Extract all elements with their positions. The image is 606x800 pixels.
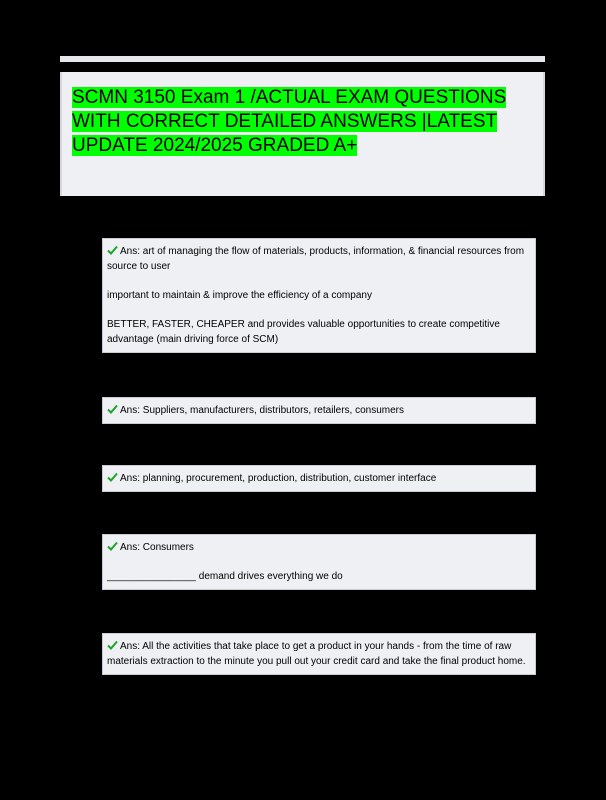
answer-line [107,244,529,274]
answer-line [107,288,529,303]
footer-left [56,765,122,775]
answer-text: Ans: Consumers [120,542,194,553]
answer-line [107,639,529,669]
answer-line [107,403,529,418]
document-title [72,86,542,158]
answer-line [107,540,529,555]
answer-box-4 [102,534,536,590]
answer-text: Ans: All the activities that take place to get a product in your hands - from the time of raw materials extraction to the minute you pull out your credit card and take the final product home. [107,641,526,667]
answer-box-1 [102,238,536,353]
answer-text: Ans: planning, procurement, production, distribution, customer interface [120,473,437,484]
answer-text: Ans: art of managing the flow of materials, products, information, & financial resources from source to user [107,246,525,272]
answer-box-3 [102,465,536,492]
answer-text: BETTER, FASTER, CHEAPER and provides valuable opportunities to create competitive advantage (main driving force of SCM) [107,319,500,345]
answer-line [107,317,529,347]
check-icon [107,541,118,551]
title-box [60,72,545,196]
answer-text: ________________ demand drives everything we do [107,571,343,582]
title-highlight: SCMN 3150 Exam 1 /ACTUAL EXAM QUESTIONS WITH CORRECT DETAILED ANSWERS |LATEST UPDATE 2024/2025 GRADED A+ [72,87,507,156]
check-icon [107,404,118,414]
check-icon [107,472,118,482]
check-icon [107,245,118,255]
answer-box-2 [102,397,536,424]
answer-text: important to maintain & improve the efficiency of a company [107,290,372,301]
check-icon [107,640,118,650]
answer-line [107,569,529,584]
answer-box-5 [102,633,536,675]
answer-line [107,471,529,486]
top-rule [60,56,545,62]
answer-text: Ans: Suppliers, manufacturers, distributors, retailers, consumers [120,405,404,416]
footer-right [490,765,552,775]
